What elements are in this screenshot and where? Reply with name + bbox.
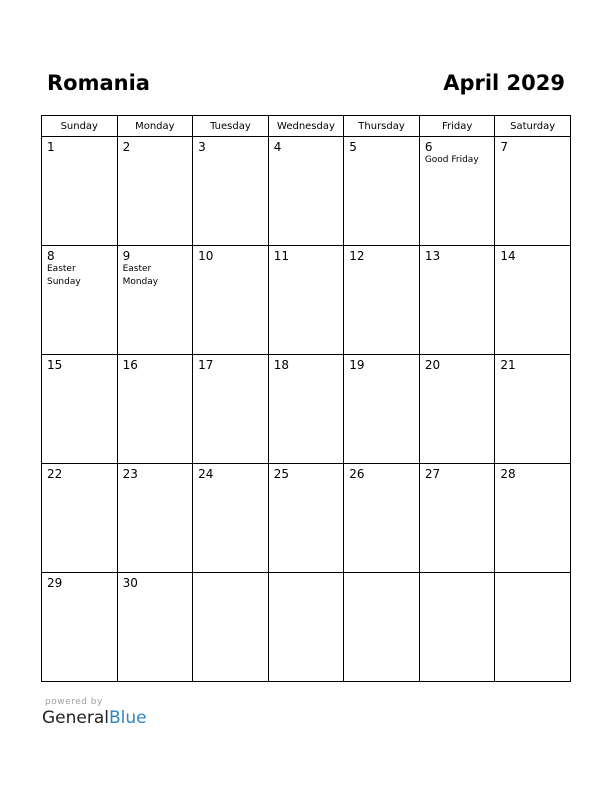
day-number: 8 (47, 249, 55, 263)
day-number: 15 (47, 358, 63, 372)
day-cell (42, 246, 118, 355)
week-row (42, 137, 571, 246)
weekday-header: Wednesday (268, 116, 344, 137)
weekday-header: Saturday (495, 116, 571, 137)
day-cell (344, 464, 420, 573)
weekday-header-row (42, 116, 571, 137)
day-cell (268, 573, 344, 682)
weekday-header: Monday (117, 116, 193, 137)
month-title: April 2029 (443, 71, 565, 95)
day-cell (419, 246, 495, 355)
day-cell (42, 573, 118, 682)
day-number: 9 (122, 249, 131, 263)
day-number: 13 (424, 249, 441, 263)
day-cell (344, 246, 420, 355)
day-cell (268, 355, 344, 464)
day-number: 2 (122, 140, 131, 154)
day-number: 5 (349, 140, 357, 154)
day-cell (495, 137, 571, 246)
day-cell (268, 464, 344, 573)
week-row (42, 246, 571, 355)
weekday-header: Friday (419, 116, 495, 137)
holiday-label: Easter Monday (122, 264, 159, 287)
day-number: 30 (122, 576, 138, 590)
week-row (42, 464, 571, 573)
brand-logo-blue: Blue (109, 708, 147, 728)
day-cell (419, 573, 495, 682)
week-row (42, 573, 571, 682)
brand-logo-general: General (42, 708, 109, 728)
day-cell (117, 246, 193, 355)
holiday-label: Easter Sunday (47, 264, 81, 287)
day-cell (193, 137, 269, 246)
day-cell (419, 137, 495, 246)
calendar-grid (41, 115, 571, 682)
weekday-header: Tuesday (193, 116, 269, 137)
weekday-header: Thursday (344, 116, 420, 137)
day-cell (268, 137, 344, 246)
day-cell (42, 464, 118, 573)
day-cell (495, 464, 571, 573)
day-cell (495, 246, 571, 355)
day-number: 1 (47, 140, 55, 154)
week-row (42, 355, 571, 464)
day-number: 21 (500, 358, 516, 372)
day-cell (117, 137, 193, 246)
day-number: 25 (273, 467, 289, 481)
day-cell (344, 355, 420, 464)
day-number: 27 (424, 467, 441, 481)
day-cell (193, 246, 269, 355)
day-number: 28 (500, 467, 516, 481)
day-number: 16 (122, 358, 138, 372)
holiday-label: Good Friday (424, 155, 479, 165)
day-cell (117, 464, 193, 573)
day-cell (344, 573, 420, 682)
day-number: 18 (273, 358, 289, 372)
day-cell (117, 355, 193, 464)
day-number: 26 (349, 467, 365, 481)
day-cell (419, 464, 495, 573)
day-number: 3 (198, 140, 206, 154)
day-number: 17 (198, 358, 214, 372)
day-cell (495, 355, 571, 464)
day-number: 23 (122, 467, 138, 481)
day-cell (42, 137, 118, 246)
brand-logo[interactable] (42, 708, 147, 728)
day-number: 22 (47, 467, 63, 481)
day-cell (419, 355, 495, 464)
day-cell (495, 573, 571, 682)
country-title: Romania (47, 71, 150, 95)
day-number: 10 (198, 249, 214, 263)
day-cell (193, 355, 269, 464)
day-cell (117, 573, 193, 682)
day-number: 19 (349, 358, 365, 372)
day-number: 4 (273, 140, 282, 154)
day-number: 7 (500, 140, 509, 154)
day-number: 14 (500, 249, 516, 263)
day-number: 29 (47, 576, 63, 590)
day-cell (344, 137, 420, 246)
weekday-header: Sunday (42, 116, 118, 137)
day-number: 11 (273, 249, 289, 263)
powered-by-label: powered by (45, 697, 103, 707)
day-cell (42, 355, 118, 464)
day-number: 20 (424, 358, 441, 372)
day-number: 12 (349, 249, 365, 263)
day-cell (268, 246, 344, 355)
day-cell (193, 464, 269, 573)
day-cell (193, 573, 269, 682)
day-number: 24 (198, 467, 214, 481)
day-number: 6 (424, 140, 433, 154)
